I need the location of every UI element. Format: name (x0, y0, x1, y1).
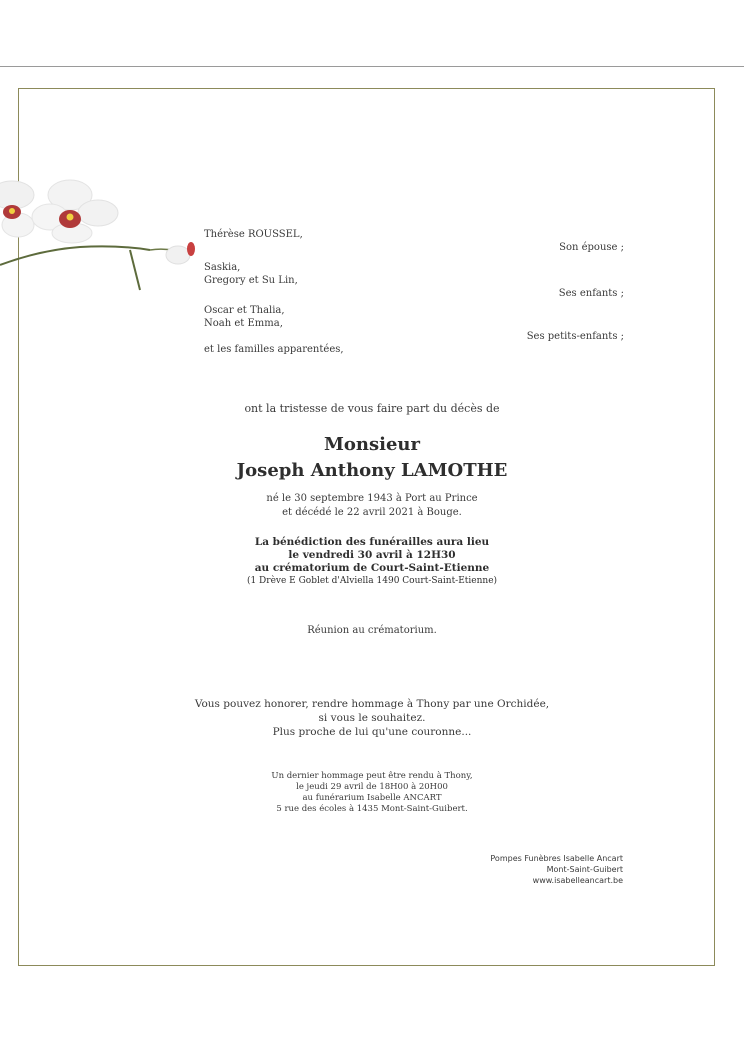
top-rule (0, 66, 744, 67)
funeral-home-footer (380, 853, 623, 886)
last-tribute-info (0, 771, 744, 815)
announcement-intro: ont la tristesse de vous faire part du décès de (244, 402, 500, 415)
tribute-line: Vous pouvez honorer, rendre hommage à Thony par une Orchidée, (194, 698, 550, 710)
deceased-honorific: Monsieur (323, 434, 420, 455)
family-name: Thérèse ROUSSEL, (204, 229, 303, 240)
reunion-note: Réunion au crématorium. (307, 625, 437, 636)
ceremony-line: au crématorium de Court-Saint-Etienne (254, 562, 490, 574)
last-tribute-line: Un dernier hommage peut être rendu à Thony, (271, 771, 473, 781)
family-group-relatives (204, 343, 624, 356)
life-dates (0, 492, 744, 520)
family-group-spouse (204, 228, 624, 254)
death-line: et décédé le 22 avril 2021 à Bouge. (282, 507, 462, 518)
family-name: et les familles apparentées, (204, 344, 344, 355)
family-group-grandchildren (204, 304, 624, 343)
family-role: Son épouse ; (559, 242, 624, 253)
birth-line: né le 30 septembre 1943 à Port au Prince (266, 493, 478, 504)
family-name: Saskia, (204, 262, 241, 273)
funeral-home-website: www.isabelleancart.be (532, 876, 623, 885)
family-name: Gregory et Su Lin, (204, 275, 298, 286)
tribute-line: si vous le souhaitez. (318, 712, 426, 724)
family-group-children (204, 261, 624, 300)
ceremony-address: (1 Drève E Goblet d'Alviella 1490 Court-Saint-Etienne) (246, 576, 498, 586)
ceremony-line: le vendredi 30 avril à 12H30 (288, 549, 456, 561)
tribute-message (0, 697, 744, 739)
funeral-home-name: Pompes Funèbres Isabelle Ancart (490, 854, 623, 863)
orchid-bud-right (166, 242, 195, 264)
family-name: Oscar et Thalia, (204, 305, 285, 316)
last-tribute-line: 5 rue des écoles à 1435 Mont-Saint-Guibert. (276, 804, 468, 814)
ceremony-line: La bénédiction des funérailles aura lieu (254, 536, 490, 548)
deceased-name: Joseph Anthony LAMOTHE (236, 460, 508, 481)
last-tribute-line: le jeudi 29 avril de 18H00 à 20H00 (296, 782, 448, 792)
orchid-flower-left (0, 181, 34, 237)
tribute-line: Plus proche de lui qu'une couronne... (272, 726, 472, 738)
orchid-flower-center (32, 180, 118, 243)
funeral-home-town: Mont-Saint-Guibert (546, 865, 623, 874)
last-tribute-line: au funérarium Isabelle ANCART (302, 793, 442, 803)
family-role: Ses enfants ; (558, 288, 624, 299)
family-name: Noah et Emma, (204, 318, 283, 329)
orchid-decoration (0, 155, 210, 295)
family-role: Ses petits-enfants ; (526, 331, 624, 342)
ceremony-details (0, 536, 744, 588)
